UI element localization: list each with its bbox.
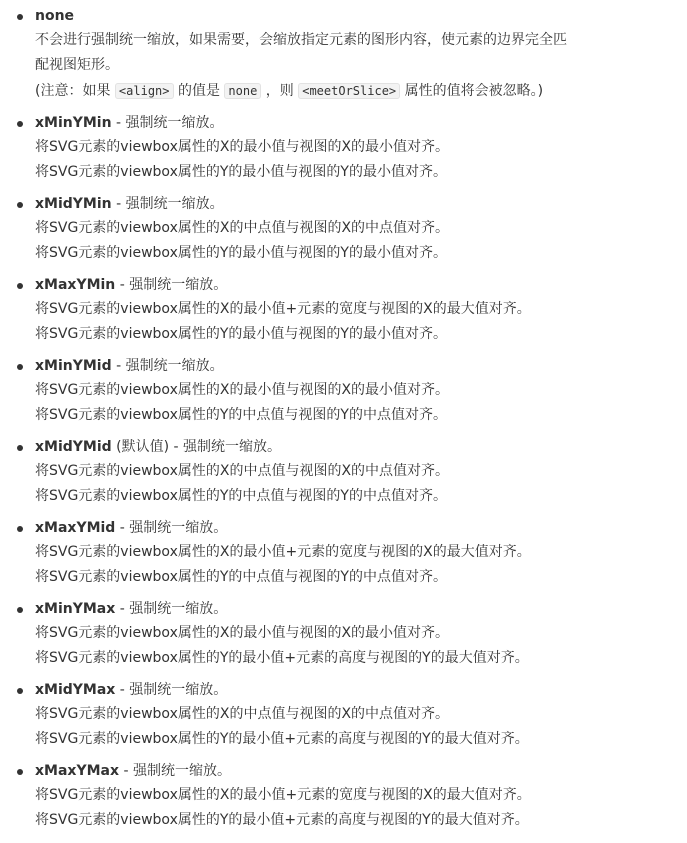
- list-item-none: [0, 4, 687, 104]
- item-summary: - 强制统一缩放。: [115, 601, 228, 617]
- item-title: [35, 192, 687, 216]
- item-description-line: 将SVG元素的viewbox属性的X的最小值与视图的X的最小值对齐。: [35, 625, 450, 641]
- item-summary: - 强制统一缩放。: [111, 115, 224, 131]
- note-text: 属性的值将会被忽略。): [400, 83, 544, 99]
- item-keyword: none: [35, 8, 75, 24]
- inline-code: none: [224, 83, 261, 99]
- item-summary: - 强制统一缩放。: [111, 358, 224, 374]
- item-title: [35, 597, 687, 621]
- item-description-line: 将SVG元素的viewbox属性的Y的中点值与视图的Y的中点值对齐。: [35, 407, 447, 423]
- bullet-icon: [17, 121, 23, 127]
- item-description-line: 将SVG元素的viewbox属性的Y的最小值+元素的高度与视图的Y的最大值对齐。: [35, 731, 529, 747]
- item-title: [35, 678, 687, 702]
- item-keyword: xMidYMid: [35, 439, 112, 455]
- item-keyword: xMidYMax: [35, 682, 116, 698]
- note-text: 的值是: [173, 83, 225, 99]
- item-title: [35, 435, 687, 459]
- note-text: ，则: [261, 83, 299, 99]
- item-description-line: 将SVG元素的viewbox属性的Y的最小值与视图的Y的最小值对齐。: [35, 164, 447, 180]
- item-description-line: 将SVG元素的viewbox属性的X的最小值+元素的宽度与视图的X的最大值对齐。: [35, 301, 531, 317]
- bullet-icon: [17, 607, 23, 613]
- item-keyword: xMidYMin: [35, 196, 112, 212]
- item-keyword: xMinYMin: [35, 115, 112, 131]
- item-keyword: xMinYMax: [35, 601, 116, 617]
- item-description-line: 将SVG元素的viewbox属性的Y的最小值+元素的高度与视图的Y的最大值对齐。: [35, 812, 529, 828]
- list-item-xmidymid: [0, 435, 687, 509]
- list-item-xmidymax: [0, 678, 687, 752]
- note-text: (注意：如果: [35, 83, 115, 99]
- item-description-line: 将SVG元素的viewbox属性的X的中点值与视图的X的中点值对齐。: [35, 706, 450, 722]
- bullet-icon: [17, 14, 23, 20]
- item-summary: - 强制统一缩放。: [115, 277, 228, 293]
- item-keyword: xMaxYMax: [35, 763, 119, 779]
- bullet-icon: [17, 202, 23, 208]
- bullet-icon: [17, 283, 23, 289]
- list-item-xmaxymin: [0, 273, 687, 347]
- list-item-xminymid: [0, 354, 687, 428]
- list-item-xminymin: [0, 111, 687, 185]
- list-item-xmaxymax: [0, 759, 687, 833]
- item-description-line: 将SVG元素的viewbox属性的Y的中点值与视图的Y的中点值对齐。: [35, 488, 447, 504]
- item-title: [35, 759, 687, 783]
- bullet-icon: [17, 526, 23, 532]
- item-description-line: 将SVG元素的viewbox属性的Y的中点值与视图的Y的中点值对齐。: [35, 569, 447, 585]
- list-item-xmaxymid: [0, 516, 687, 590]
- item-title: [35, 516, 687, 540]
- item-description-line: 配视图矩形。: [35, 57, 119, 73]
- item-summary: - 强制统一缩放。: [119, 763, 231, 779]
- item-summary: - 强制统一缩放。: [111, 196, 224, 212]
- inline-code: <meetOrSlice>: [298, 83, 400, 99]
- item-keyword: xMaxYMid: [35, 520, 116, 536]
- item-description-line: 将SVG元素的viewbox属性的X的最小值与视图的X的最小值对齐。: [35, 382, 450, 398]
- item-description-line: 将SVG元素的viewbox属性的X的中点值与视图的X的中点值对齐。: [35, 463, 450, 479]
- item-title: [35, 111, 687, 135]
- inline-code: <align>: [115, 83, 174, 99]
- item-description-line: 将SVG元素的viewbox属性的X的最小值+元素的宽度与视图的X的最大值对齐。: [35, 544, 531, 560]
- item-title: [35, 354, 687, 378]
- bullet-icon: [17, 769, 23, 775]
- item-description-line: 不会进行强制统一缩放，如果需要，会缩放指定元素的图形内容，使元素的边界完全匹: [35, 32, 567, 48]
- bullet-icon: [17, 445, 23, 451]
- item-summary: - 强制统一缩放。: [115, 520, 228, 536]
- item-summary: - 强制统一缩放。: [115, 682, 228, 698]
- item-title: [35, 273, 687, 297]
- item-note: [35, 78, 687, 104]
- item-description-line: 将SVG元素的viewbox属性的Y的最小值+元素的高度与视图的Y的最大值对齐。: [35, 650, 529, 666]
- list-item-xmidymin: [0, 192, 687, 266]
- item-description-line: 将SVG元素的viewbox属性的X的最小值与视图的X的最小值对齐。: [35, 139, 450, 155]
- item-description-line: 将SVG元素的viewbox属性的X的最小值+元素的宽度与视图的X的最大值对齐。: [35, 787, 531, 803]
- item-description-line: 将SVG元素的viewbox属性的Y的最小值与视图的Y的最小值对齐。: [35, 245, 447, 261]
- item-summary: (默认值) - 强制统一缩放。: [111, 439, 281, 455]
- item-title: [35, 4, 687, 28]
- item-description-line: 将SVG元素的viewbox属性的X的中点值与视图的X的中点值对齐。: [35, 220, 450, 236]
- item-keyword: xMinYMid: [35, 358, 112, 374]
- list-item-xminymax: [0, 597, 687, 671]
- bullet-icon: [17, 688, 23, 694]
- item-description-line: 将SVG元素的viewbox属性的Y的最小值与视图的Y的最小值对齐。: [35, 326, 447, 342]
- item-keyword: xMaxYMin: [35, 277, 116, 293]
- bullet-icon: [17, 364, 23, 370]
